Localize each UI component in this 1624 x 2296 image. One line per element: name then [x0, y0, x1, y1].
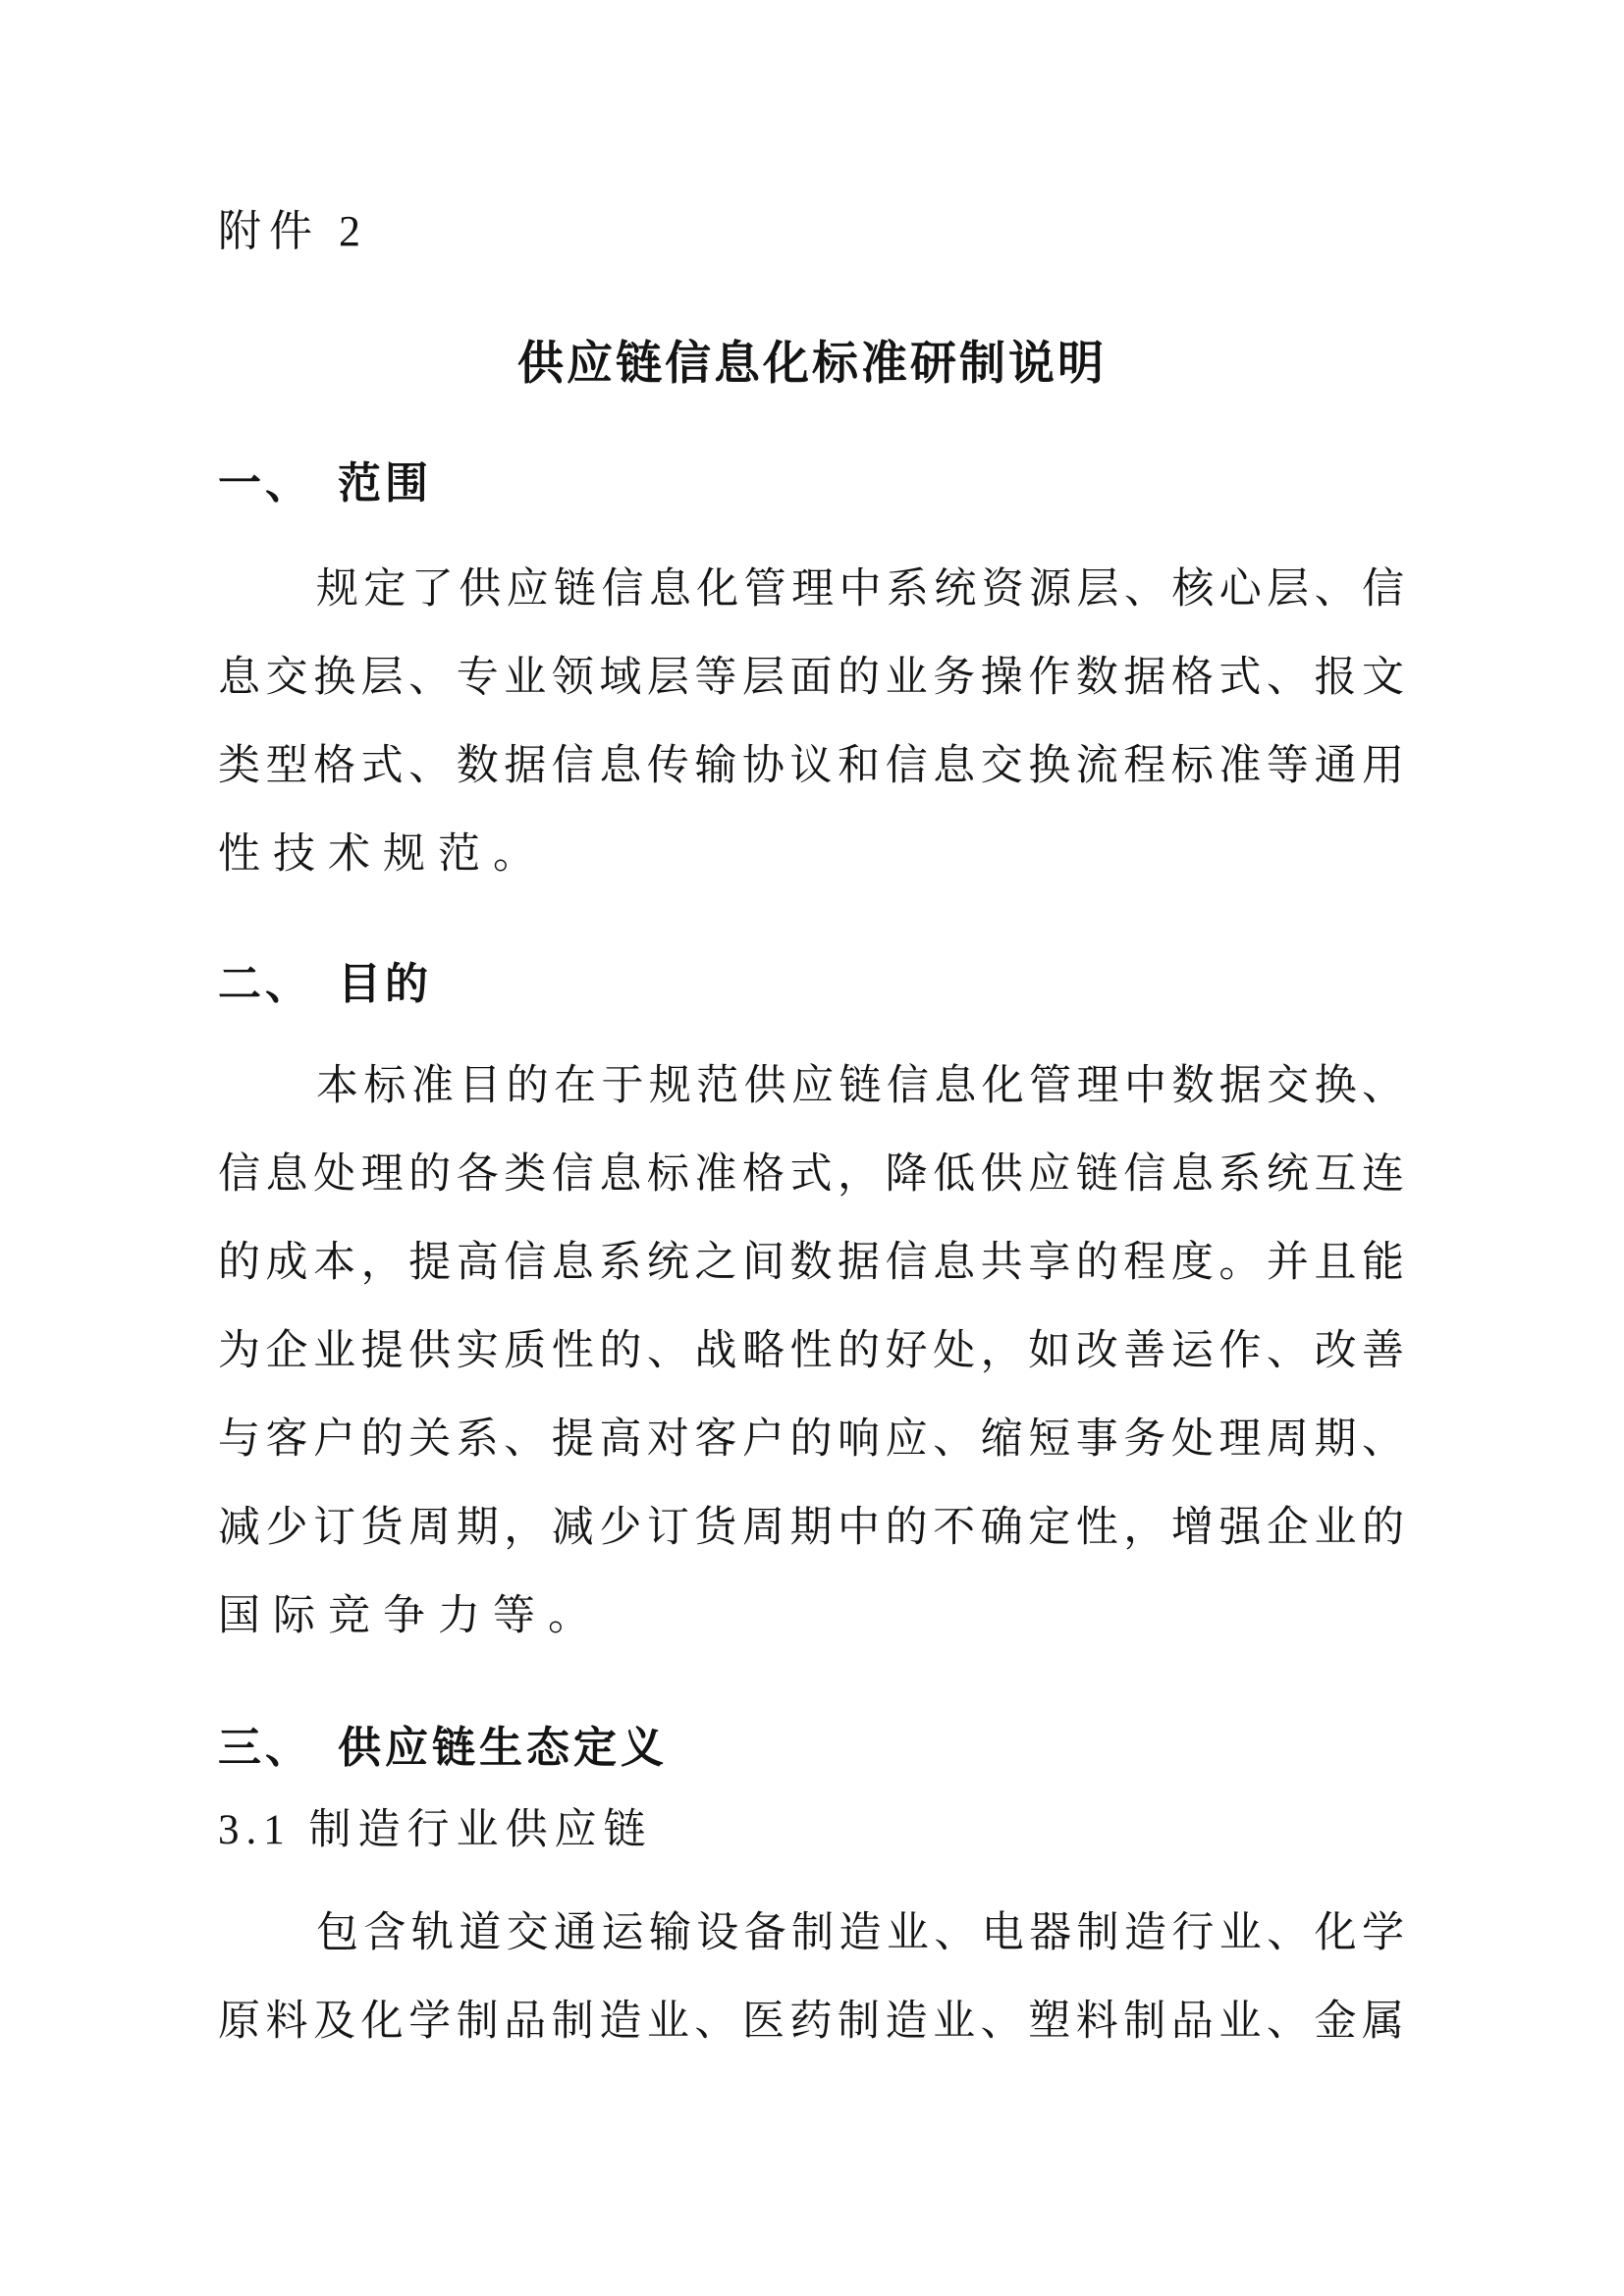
paragraph-line: 息交换层、专业领域层等层面的业务操作数据格式、报文: [218, 655, 1406, 701]
paragraph-line: 为企业提供实质性的、战略性的好处，如改善运作、改善: [218, 1328, 1406, 1374]
paragraph-line: 与客户的关系、提高对客户的响应、缩短事务处理周期、: [218, 1416, 1406, 1463]
paragraph-line: 减少订货周期，减少订货周期中的不确定性，增强企业的: [218, 1505, 1406, 1551]
attachment-label: 附件 2: [218, 207, 368, 255]
paragraph-line: 国际竞争力等。: [218, 1593, 603, 1639]
scope-paragraph: [218, 546, 1406, 899]
section-heading-purpose: 二、 目的: [218, 960, 432, 1008]
subsection-heading-manufacturing-supply-chain: 3.1 制造行业供应链: [218, 1807, 653, 1853]
paragraph-line: 本标准目的在于规范供应链信息化管理中数据交换、: [316, 1063, 1406, 1109]
paragraph-line: 规定了供应链信息化管理中系统资源层、核心层、信: [316, 566, 1406, 613]
document-title: 供应链信息化标准研制说明: [517, 337, 1107, 389]
manufacturing-paragraph: [218, 1890, 1406, 2066]
paragraph-line: 信息处理的各类信息标准格式，降低供应链信息系统互连: [218, 1151, 1406, 1198]
paragraph-line: 类型格式、数据信息传输协议和信息交换流程标准等通用: [218, 743, 1406, 789]
section-heading-ecosystem-definition: 三、 供应链生态定义: [218, 1724, 668, 1772]
paragraph-line: 原料及化学制品制造业、医药制造业、塑料制品业、金属: [218, 1999, 1406, 2045]
purpose-paragraph: [218, 1042, 1406, 1661]
paragraph-line: 包含轨道交通运输设备制造业、电器制造行业、化学: [316, 1910, 1406, 1956]
paragraph-line: 的成本，提高信息系统之间数据信息共享的程度。并且能: [218, 1240, 1406, 1286]
section-heading-scope: 一、 范围: [218, 459, 432, 507]
paragraph-line: 性技术规范。: [218, 831, 548, 878]
